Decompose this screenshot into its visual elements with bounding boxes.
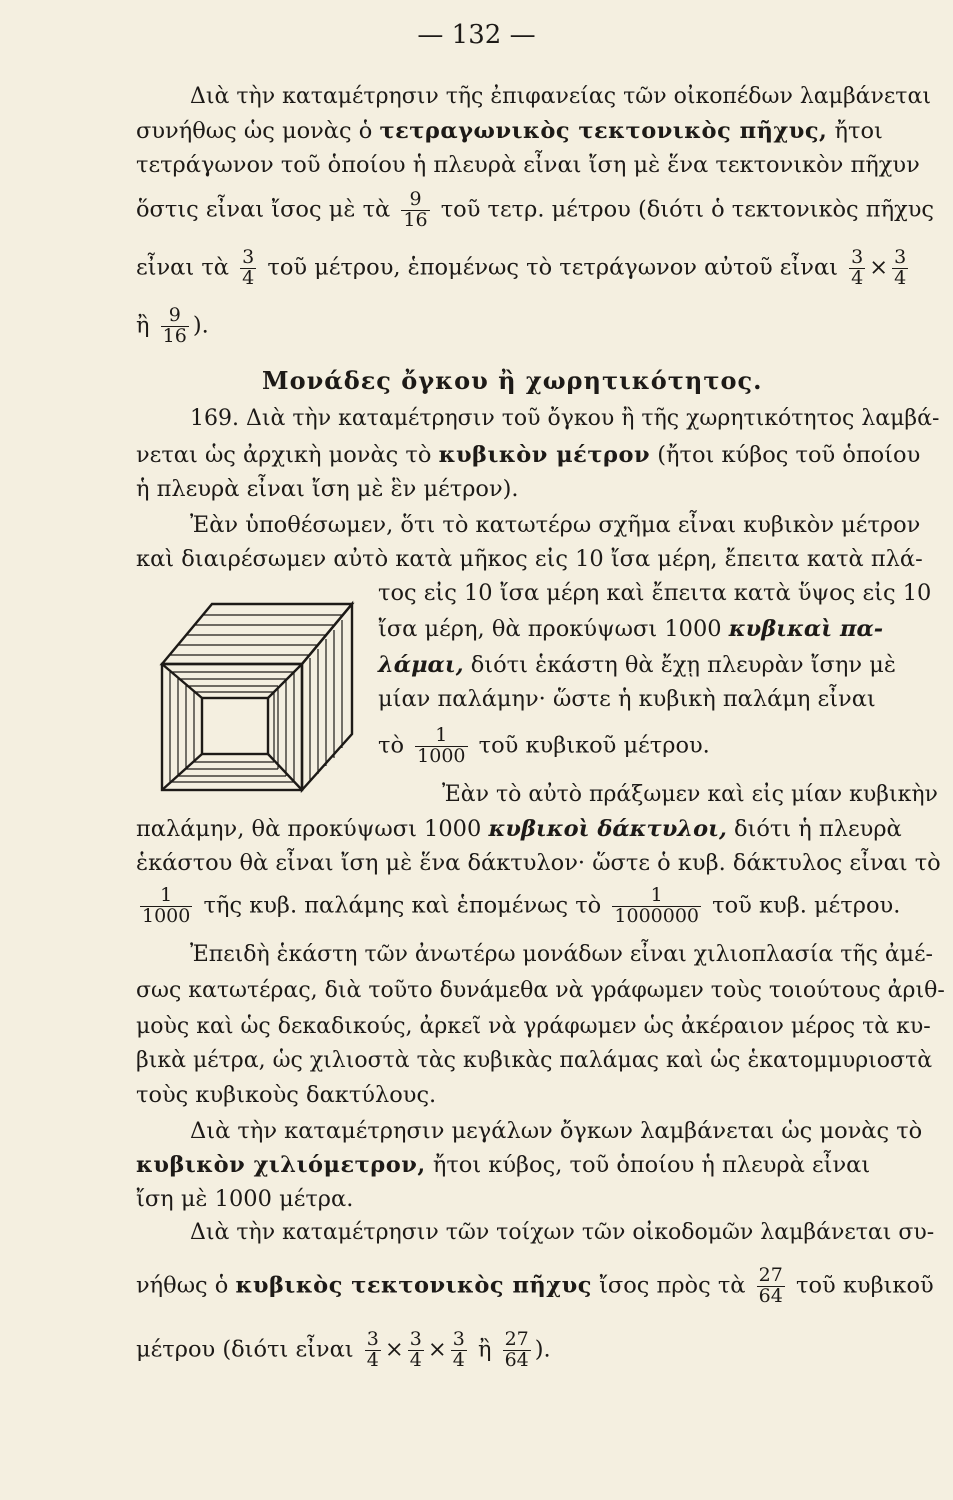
italic-term: λάμαι, [378,652,464,678]
text-line: Διὰ τὴν καταμέτρησιν τῆς ἐπιφανείας τῶν οἰκοπέδων λαμβάνεται [190,84,931,109]
text-segment: ). [192,312,209,339]
times-sign: × [427,1336,447,1363]
text-segment: τοῦ κυβικοῦ μέτρου. [478,732,710,759]
text-segment: ἴσος πρὸς τὰ [599,1272,746,1299]
text-segment: ἴσα μέρη, θὰ προκύψωσι 1000 [378,616,722,642]
bold-term: τετραγωνικὸς τεκτονικὸς πῆχυς, [379,118,828,144]
fraction-1-1000: $\frac{1}{1000}$ [417,724,466,767]
text-line [378,726,710,767]
times-sign: × [869,254,889,281]
bold-term: κυβικὸν μέτρον [438,442,651,468]
text-segment: συνήθως ὡς μονὰς ὁ [136,118,373,144]
text-line [190,408,939,430]
text-line: καὶ διαιρέσωμεν αὐτὸ κατὰ μῆκος εἰς 10 ἴσα μέρη, ἔπειτα κατὰ πλά- [136,546,923,572]
text-segment: τοῦ κυβ. μέτρου. [712,892,901,919]
text-segment: εἶναι τὰ [136,254,229,281]
text-line: βικὰ μέτρα, ὡς χιλιοστὰ τὰς κυβικὰς παλάμας καὶ ὡς ἑκατομμυριοστὰ [136,1048,933,1073]
page-number: — 132 — [417,20,536,50]
text-line: μοὺς καὶ ὡς δεκαδικούς, ἀρκεῖ νὰ γράφωμεν ὡς ἀκέραιον μέρος τὰ κυ- [136,1014,931,1039]
text-line [136,886,900,927]
text-line: ἴση μὲ 1000 μέτρα. [136,1186,354,1212]
text-line: μίαν παλάμην· ὥστε ἡ κυβικὴ παλάμη εἶναι [378,686,876,712]
fraction-3-4: $\frac{3}{4}$ [851,246,864,289]
bold-term: κυβικὸν χιλιόμετρον, [136,1152,426,1178]
text-line [136,1330,551,1371]
text-segment: διότι ἑκάστη θὰ ἔχῃ πλευρὰν ἴσην μὲ [470,652,896,678]
fraction-9-16: $\frac{9}{16}$ [403,188,428,231]
text-segment: ἢ [477,1336,492,1363]
italic-term: κυβικοὶ δάκτυλοι, [488,816,727,842]
text-line [378,654,896,677]
text-line: Διὰ τὴν καταμέτρησιν τῶν τοίχων τῶν οἰκοδομῶν λαμβάνεται συ- [190,1220,935,1245]
fraction-3-4: $\frac{3}{4}$ [452,1328,465,1371]
fraction-3-4: $\frac{3}{4}$ [366,1328,379,1371]
fraction-3-4: $\frac{3}{4}$ [409,1328,422,1371]
text-line: ἑκάστου θὰ εἶναι ἴση μὲ ἕνα δάκτυλον· ὥστε ὁ κυβ. δάκτυλος εἶναι τὸ [136,850,941,876]
fraction-27-64: $\frac{27}{64}$ [504,1328,529,1371]
text-segment: μέτρου (διότι εἶναι [136,1336,354,1363]
fraction-3-4: $\frac{3}{4}$ [894,246,907,289]
text-line [136,1154,870,1177]
section-number: 169. [190,406,239,431]
text-line [136,444,920,467]
text-line [378,618,883,641]
text-line: Ἐὰν ὑποθέσωμεν, ὅτι τὸ κατωτέρω σχῆμα εἶναι κυβικὸν μέτρον [190,512,921,538]
text-segment: ἤτοι κύβος, τοῦ ὁποίου ἡ πλευρὰ εἶναι [432,1152,871,1178]
text-line [136,190,934,231]
text-segment: τοῦ μέτρου, ἑπομένως τὸ τετράγωνον αὐτοῦ εἶναι [267,254,838,281]
text-segment: διότι ἡ πλευρὰ [733,816,902,842]
text-line: Ἐὰν τὸ αὐτὸ πράξωμεν καὶ εἰς μίαν κυβικὴν [442,782,938,807]
text-line: τετράγωνον τοῦ ὁποίου ἡ πλευρὰ εἶναι ἴση μὲ ἕνα τεκτονικὸν πῆχυν [136,152,920,178]
times-sign: × [384,1336,404,1363]
text-line [136,248,912,289]
bold-term: κυβικὸς τεκτονικὸς πῆχυς [235,1272,592,1299]
text-segment: Διὰ τὴν καταμέτρησιν τοῦ ὄγκου ἢ τῆς χωρητικότητος λαμβά- [245,406,940,431]
text-segment: (ἤτοι κύβος τοῦ ὁποίου [657,442,921,468]
text-segment: τὸ [378,732,404,759]
fraction-9-16: $\frac{9}{16}$ [162,304,187,347]
fraction-1-1000: $\frac{1}{1000}$ [142,884,191,927]
text-segment: νήθως ὁ [136,1272,229,1299]
text-line: τος εἰς 10 ἴσα μέρη καὶ ἔπειτα κατὰ ὕψος εἰς 10 [378,580,932,606]
text-line: ἡ πλευρὰ εἶναι ἴση μὲ ἓν μέτρον). [136,476,519,502]
text-line [136,306,209,347]
text-line [136,818,902,841]
text-line: Ἐπειδὴ ἑκάστη τῶν ἀνωτέρω μονάδων εἶναι χιλιοπλασία τῆς ἀμέ- [190,942,933,967]
text-segment: ἢ [136,312,150,339]
text-line [136,1266,934,1307]
text-line: σως κατωτέρας, διὰ τοῦτο δυνάμεθα νὰ γράφωμεν τοὺς τοιούτους ἀριθ- [136,978,945,1003]
text-line: τοὺς κυβικοὺς δακτύλους. [136,1082,437,1108]
text-segment: παλάμην, θὰ προκύψωσι 1000 [136,816,482,842]
text-segment: νεται ὡς ἀρχικὴ μονὰς τὸ [136,442,432,468]
text-segment: τῆς κυβ. παλάμης καὶ ἑπομένως τὸ [203,892,602,919]
fraction-27-64: $\frac{27}{64}$ [758,1264,783,1307]
text-line: Διὰ τὴν καταμέτρησιν μεγάλων ὄγκων λαμβάνεται ὡς μονὰς τὸ [190,1118,923,1144]
fraction-1-1000000: $\frac{1}{1000000}$ [614,884,700,927]
fraction-3-4: $\frac{3}{4}$ [242,246,255,289]
text-segment: τοῦ τετρ. μέτρου (διότι ὁ τεκτονικὸς πῆχυς [440,196,934,223]
section-heading: Μονάδες ὄγκου ἢ χωρητικότητος. [262,366,763,395]
text-line [136,120,883,143]
italic-term: κυβικαὶ πα- [728,616,884,642]
text-segment: ἤτοι [834,118,883,144]
cube-figure [152,594,366,794]
text-segment: ). [534,1336,551,1363]
text-segment: τοῦ κυβικοῦ [796,1272,934,1299]
text-segment: ὅστις εἶναι ἴσος μὲ τὰ [136,196,391,223]
